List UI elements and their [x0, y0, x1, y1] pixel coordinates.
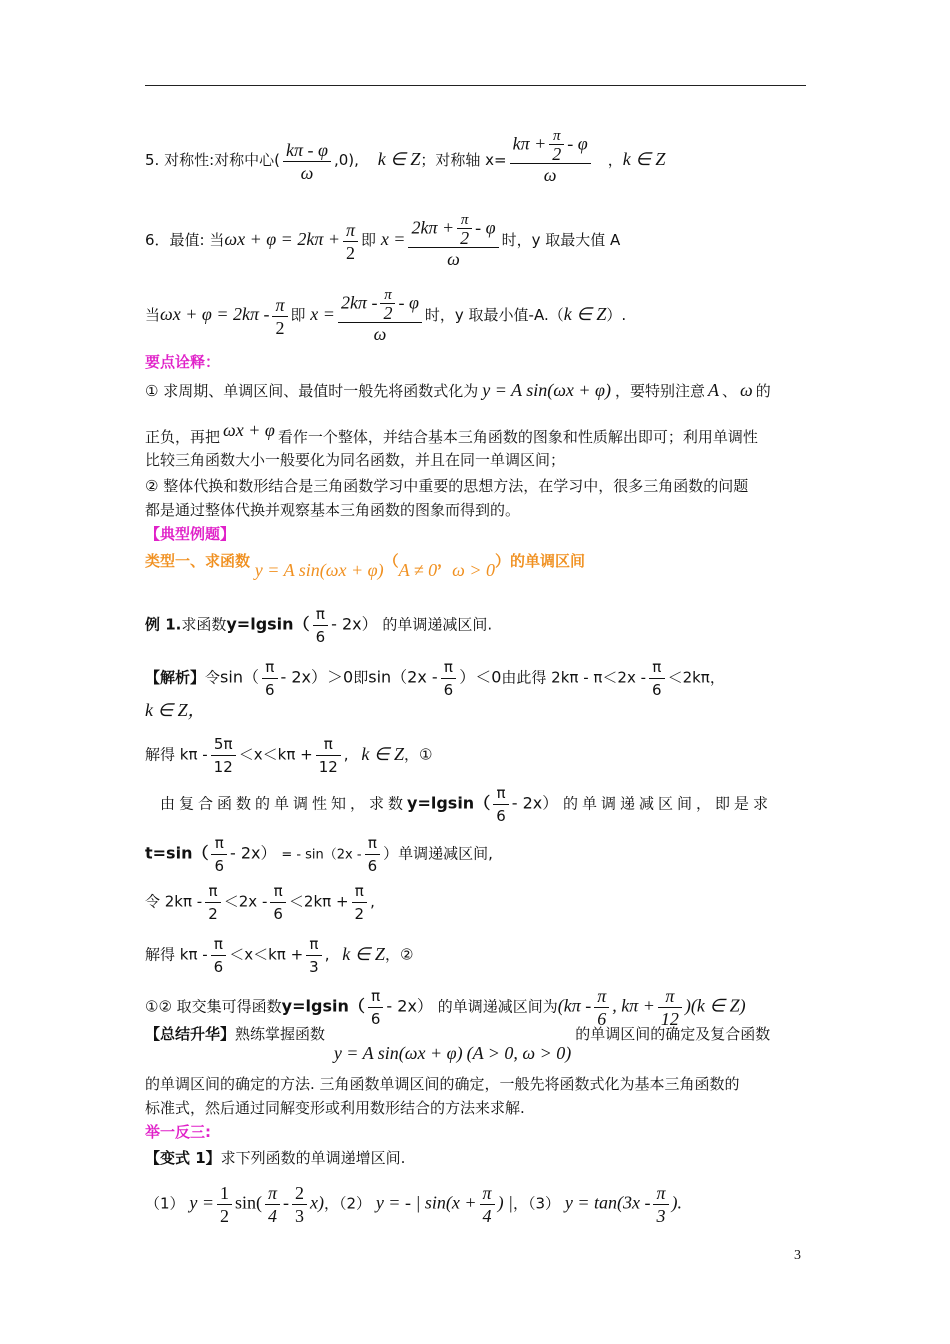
ex1-step6: 解得 kπ - $\frac{\pi}{6}$ ＜x＜kπ + $\frac{\pi}{3}$ , k ∈ Z，② — [145, 935, 414, 976]
examples-heading: 【典型例题】 — [145, 525, 236, 543]
type1-heading: 类型一、求函数 y = A sin(ωx + φ)（A ≠ 0，ω > 0）的单调区间 — [145, 552, 586, 580]
practice-heading: 举一反三: — [145, 1123, 211, 1141]
min-x-fraction: 2kπ - $\frac{\pi}{2}$ - φ ω — [338, 287, 422, 345]
item5-label: 5. 对称性:对称中心( — [145, 151, 280, 169]
keypoint-2-line2: 都是通过整体代换并观察基本三角函数的图象而得到的。 — [145, 501, 521, 519]
page-number: 3 — [794, 1248, 801, 1263]
max-x-fraction: 2kπ + $\frac{\pi}{2}$ - φ ω — [408, 212, 498, 270]
ex1-step5: 令 2kπ - $\frac{\pi}{2}$ ＜2x - $\frac{\pi}{6}$ ＜2kπ + $\frac{\pi}{2}$ , — [145, 882, 375, 923]
item6b-line: 当ωx + φ = 2kπ - $\frac{\pi}{2}$ 即 x = 2kπ - $\frac{\pi}{2}$ - φ ω 时，y 取最小值-A.（k ∈ Z）. — [145, 287, 627, 344]
header-rule — [145, 85, 806, 86]
summary-line1: 【总结升华】熟练掌握函数 y = A sin(ωx + φ) (A > 0, ω > 0)的单调区间的确定及复合函数 — [145, 1025, 771, 1063]
keypoint-1-line1: ① 求周期、单调区间、最值时一般先将函数式化为 y = A sin(ωx + φ) ，要特别注意 A 、 ω 的 — [145, 380, 771, 400]
keypoint-2-line1: ② 整体代换和数形结合是三角函数学习中重要的思想方法，在学习中，很多三角函数的问题 — [145, 477, 749, 495]
variant1-question: 【变式 1】求下列函数的单调递增区间. — [145, 1149, 406, 1167]
ex1-step7: ①② 取交集可得函数y=lgsin（ $\frac{\pi}{6}$ - 2x） 的单调递减区间为(kπ - $\frac{\pi}{6}$ , kπ + $\frac{\pi}{12}$ )(k ∈ Z) — [145, 986, 746, 1029]
ex1-kz: k ∈ Z， — [145, 700, 206, 720]
axis-fraction: kπ + $\frac{\pi}{2}$ - φ ω — [510, 128, 591, 186]
ex1-step1: 【解析】令sin（ $\frac{\pi}{6}$ - 2x）＞0即sin（2x - $\frac{\pi}{6}$ ）＜0由此得 2kπ - π＜2x - $\frac{\pi}{6}$ ＜2kπ， — [145, 658, 725, 699]
item5-line: 5. 对称性:对称中心( $\frac{k\pi - \varphi}{\omega}$ ,0), k ∈ Z；对称轴 x= kπ + $\frac{\pi}{2}$ - φ ω ，k ∈ Z — [145, 128, 666, 185]
summary-line2: 的单调区间的确定的方法. 三角函数单调区间的确定，一般先将函数式化为基本三角函数的 — [145, 1075, 740, 1093]
keypoint-1-line3: 比较三角函数大小一般要化为同名函数，并且在同一单调区间； — [145, 451, 566, 469]
keypoint-1-line2: 正负，再把 ωx + φ 看作一个整体，并结合基本三角函数的图象和性质解出即可；利用单调性 — [145, 420, 758, 446]
ex1-question: 例 1.求函数y=lgsin（ $\frac{\pi}{6}$ - 2x） 的单调递减区间. — [145, 605, 493, 646]
center-fraction: $\frac{k\pi - \varphi}{\omega}$ — [283, 139, 331, 184]
ex1-step3: 由复合函数的单调性知，求数y=lgsin（ $\frac{\pi}{6}$ - 2x） 的单调递减区间，即是求 — [160, 784, 773, 825]
variant1-items: （1） y = $\frac{1}{2}$ sin( $\frac{\pi}{4}$ - $\frac{2}{3}$ x)，（2） y = - | sin(x + $\frac{\pi}{4}$ ) |，（3） y = tan(3x - $\frac{\pi}{3}$ ). — [145, 1183, 682, 1226]
ex1-step4: t=sin（ $\frac{\pi}{6}$ - 2x） = - sin（2x - $\frac{\pi}{6}$ ）单调递减区间, — [145, 834, 493, 875]
summary-line3: 标准式，然后通过同解变形或利用数形结合的方法来求解. — [145, 1099, 525, 1117]
keypoints-heading: 要点诠释： — [145, 353, 221, 371]
item6-line: 6．最值: 当ωx + φ = 2kπ + $\frac{\pi}{2}$ 即 x = 2kπ + $\frac{\pi}{2}$ - φ ω 时，y 取最大值 A — [145, 212, 621, 269]
ex1-step2: 解得 kπ - $\frac{5\pi}{12}$ ＜x＜kπ + $\frac{\pi}{12}$ , k ∈ Z，① — [145, 735, 433, 776]
